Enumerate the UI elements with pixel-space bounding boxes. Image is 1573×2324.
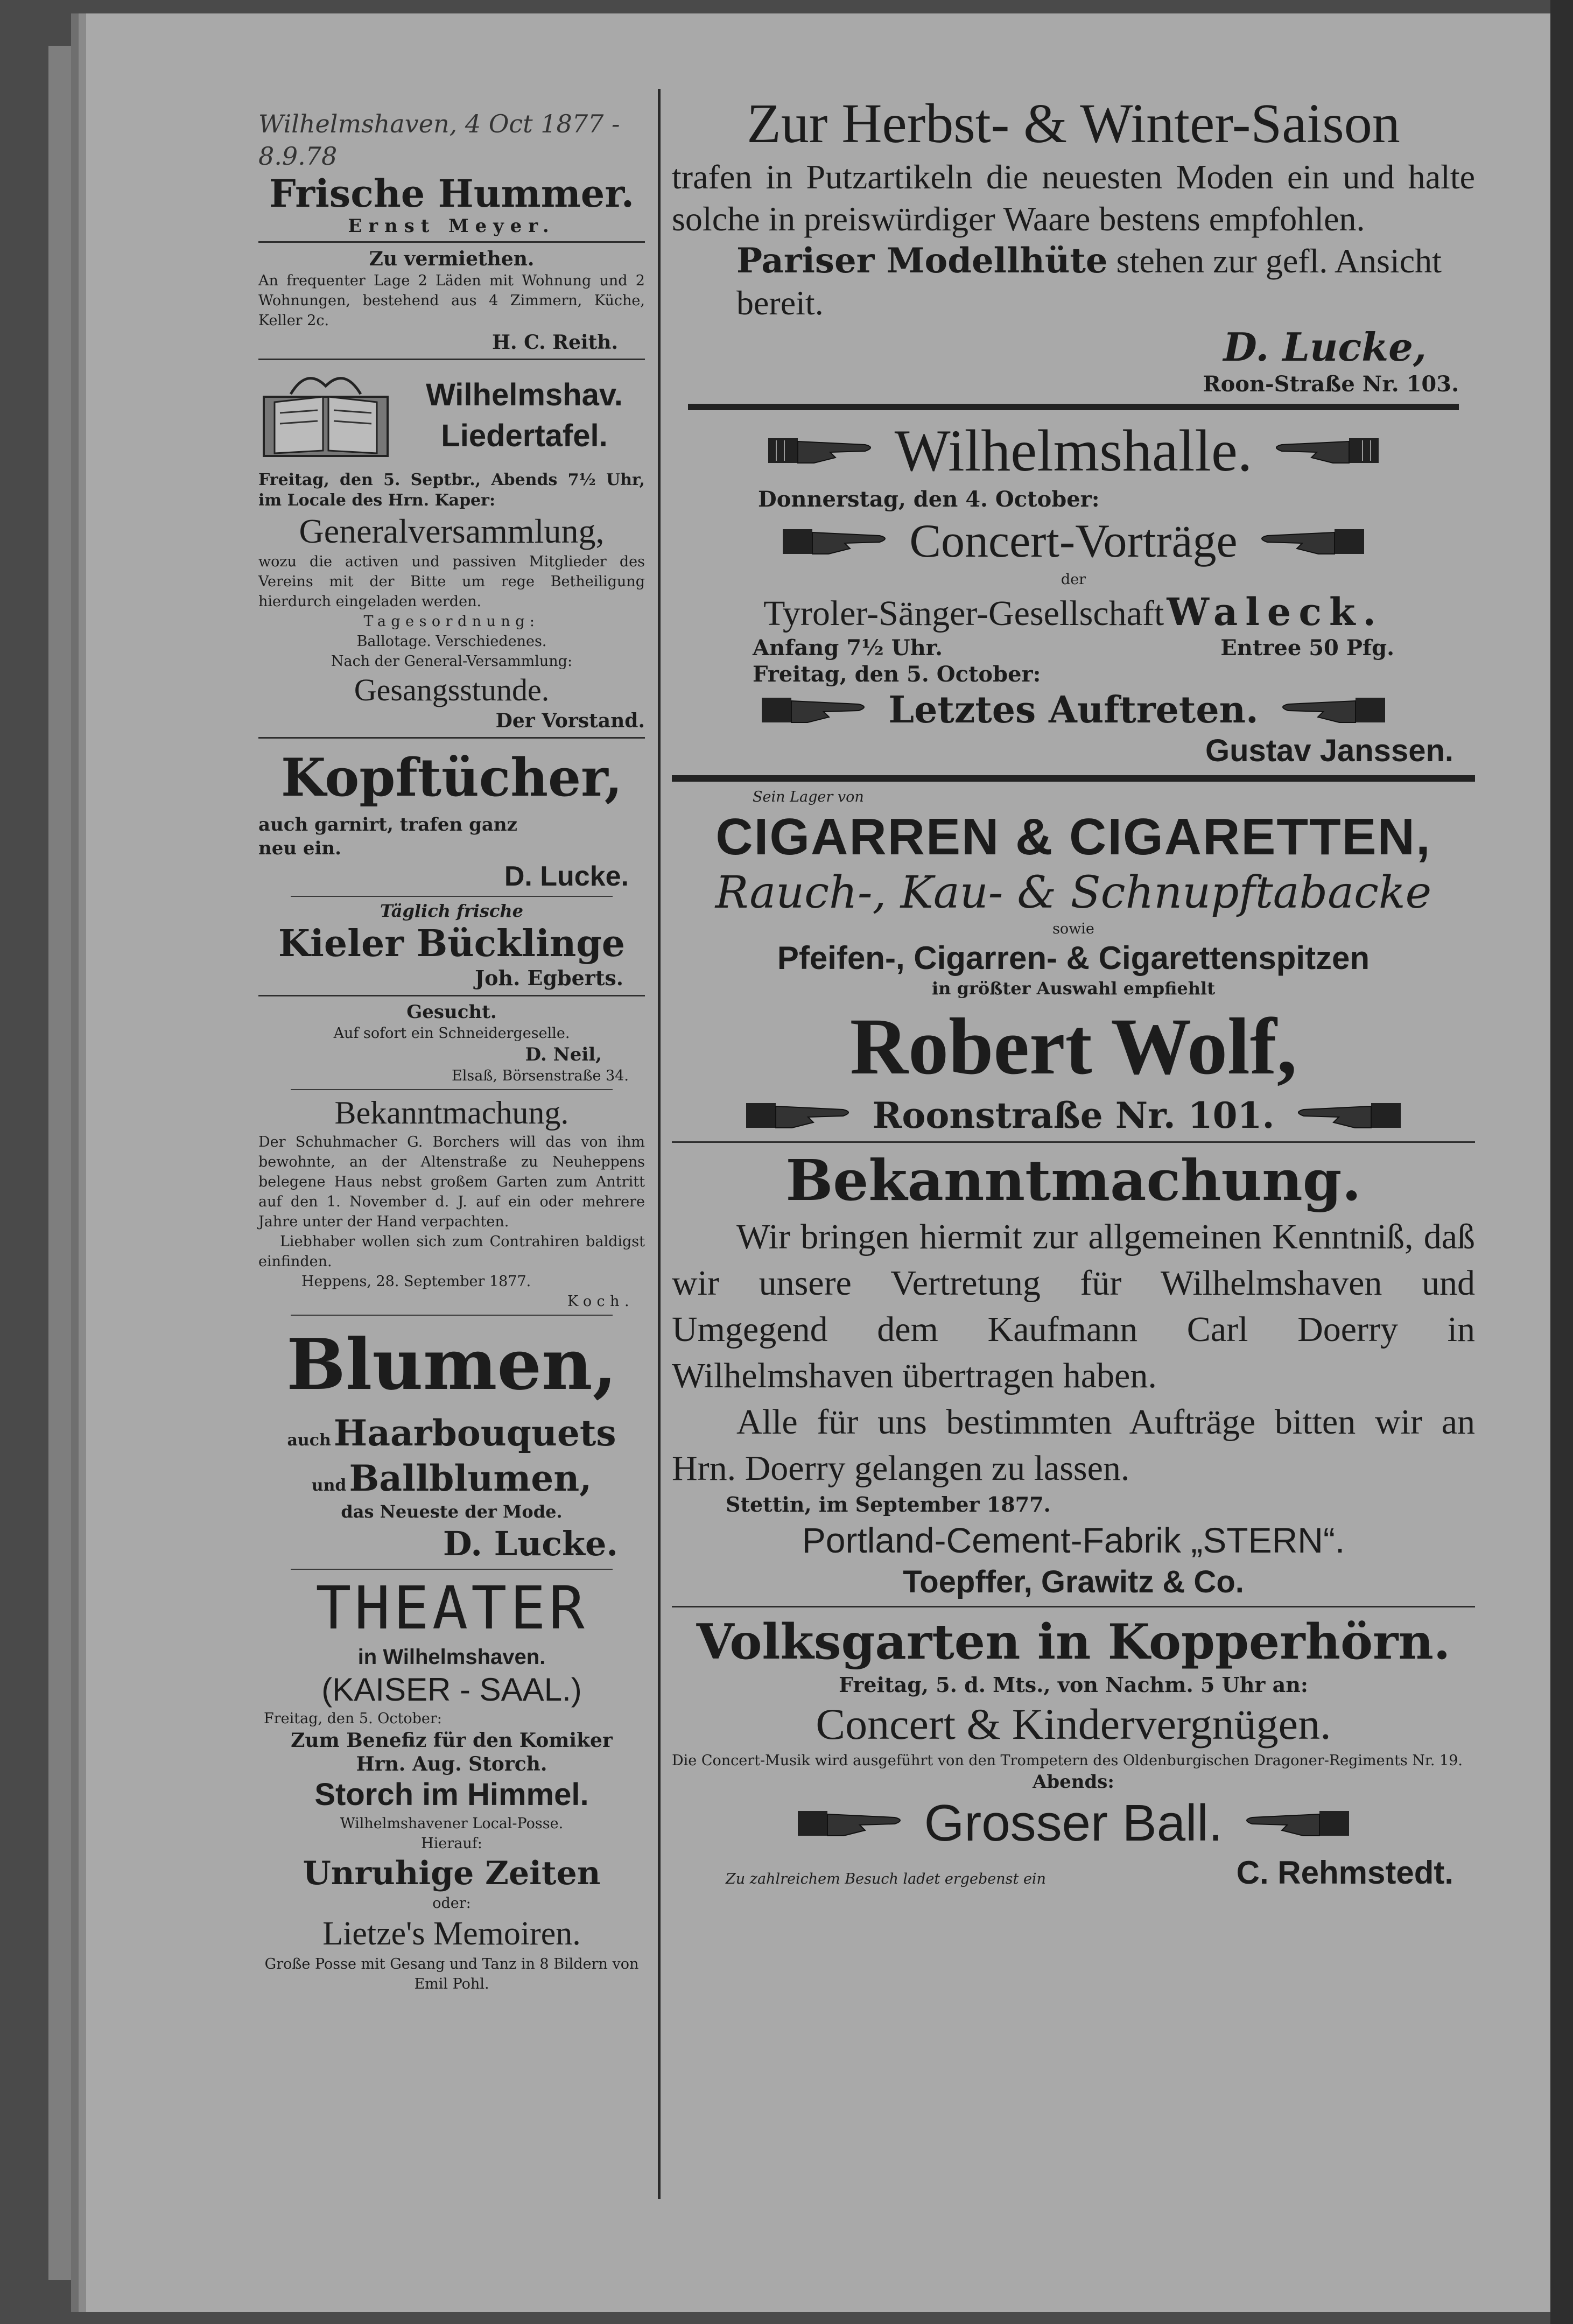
liedertafel-heading: Generalversammlung, [299,512,605,550]
divider [258,737,645,739]
divider [672,1606,1475,1607]
kopftuecher-name: D. Lucke. [504,861,629,892]
liedertafel-title-2: Liedertafel. [441,418,608,453]
handwritten-annotation: Wilhelmshaven, 4 Oct 1877 - 8.9.78 [258,109,620,171]
bekanntmachung-right-title: Bekanntmachung. [785,1147,1361,1213]
cigarren-line2: Pfeifen-, Cigarren- & Cigarettenspitzen [777,940,1370,976]
wilhelmshalle-last: Letztes Auftreten. [888,689,1259,732]
theater-play-2: Unruhige Zeiten [303,1855,601,1892]
divider [672,775,1475,782]
volksgarten-date: Freitag, 5. d. Mts., von Nachm. 5 Uhr an: [839,1673,1308,1697]
theater-play-2b: Lietze's Memoiren. [322,1915,581,1952]
wilhelmshalle-date: Donnerstag, den 4. October: [758,487,1100,512]
cigarren-address: Roonstraße Nr. 101. [872,1094,1275,1136]
pointing-hand-right-icon [766,434,879,467]
pointing-hand-right-icon [780,525,893,558]
wilhelmshalle-start: Anfang 7½ Uhr. [753,635,943,661]
theater-place: in Wilhelmshaven. [357,1645,546,1669]
saison-title: Zur Herbst- & Winter-Saison [747,93,1400,155]
cigarren-line1: Sein Lager von [753,789,864,805]
pointing-hand-right-icon [759,693,872,727]
blumen-line1-prefix: auch [287,1431,331,1450]
theater-play-1: Storch im Himmel. [314,1777,589,1812]
blumen-line1: Haarbouquets [333,1412,616,1454]
divider [291,1315,613,1316]
vermiethen-text: An frequenter Lage 2 Läden mit Wohnung und 2 Wohnungen, bestehend aus 4 Zimmern, Küche, Keller 2c. [258,272,645,329]
divider [291,1569,613,1570]
pointing-hand-left-icon [1268,434,1381,467]
vermiethen-name: H. C. Reith. [492,331,618,354]
ad-gesucht [258,1001,645,1086]
theater-title: THEATER [315,1574,588,1642]
pointing-hand-left-icon [1239,1807,1352,1840]
gesucht-name: D. Neil, [525,1044,602,1065]
liedertafel-text: wozu die activen und passiven Mitglieder des Vereins mit der Bitte um rege Betheiligung hierdurch eingeladen werden. [258,553,645,610]
vermiethen-title: Zu vermiethen. [369,248,535,270]
column-divider [658,89,661,2199]
liedertafel-signed: Der Vorstand. [495,710,645,732]
theater-play-1-sub: Wilhelmshavener Local-Posse. [340,1815,564,1832]
buecklinge-name: Joh. Egberts. [475,966,623,990]
ad-saison [672,92,1475,398]
wilhelmshalle-name: Gustav Janssen. [1205,733,1453,768]
volksgarten-event: Concert & Kindervergnügen. [816,1700,1331,1749]
cigarren-line3: in größter Auswahl empfiehlt [932,978,1215,999]
scan-border [1550,0,1573,2324]
divider [672,1141,1475,1143]
ad-volksgarten [672,1612,1475,1892]
wilhelmshalle-der: der [1061,571,1086,588]
liedertafel-agenda: Ballotage. Verschiedenes. [356,633,547,650]
ad-liedertafel [258,364,645,733]
bekanntmachung-right-firm: Portland-Cement-Fabrik „STERN“. [802,1520,1345,1560]
cigarren-title: CIGARREN & CIGARETTEN, [715,808,1431,866]
blumen-name: D. Lucke. [443,1524,618,1563]
saison-text: trafen in Putzartikeln die neuesten Moden ein und halte solche in preiswürdiger Waare bestens empfohlen. [672,158,1475,238]
volksgarten-ball: Grosser Ball. [924,1794,1223,1852]
ad-hummer [258,172,645,237]
volksgarten-invite: Zu zahlreichem Besuch ladet ergebenst ein [726,1871,1046,1887]
buecklinge-title: Kieler Bücklinge [278,922,626,965]
ad-kopftuecher [258,743,645,893]
volksgarten-name: C. Rehmstedt. [1236,1855,1453,1891]
buecklinge-line1: Täglich frische [380,901,523,921]
theater-hall: (KAISER - SAAL.) [321,1672,582,1708]
liedertafel-after: Nach der General-Versammlung: [331,653,573,670]
saison-name: D. Lucke, [1223,324,1427,370]
liedertafel-title-1: Wilhelmshav. [426,377,623,412]
wilhelmshalle-group: Tyroler-Sänger-Gesellschaft [763,594,1164,633]
divider [258,995,645,996]
kopftuecher-text: auch garnirt, trafen ganz neu ein. [258,814,517,859]
liedertafel-date: Freitag, den 5. Septbr., Abends 7½ Uhr, im Locale des Hrn. Kaper: [258,471,645,510]
gesucht-address: Elsaß, Börsenstraße 34. [452,1068,629,1084]
saison-text2b: stehen zur gefl. Ansicht bereit. [736,242,1442,322]
pointing-hand-left-icon [1275,693,1388,727]
blumen-line2: Ballblumen, [349,1457,592,1499]
ad-vermiethen [258,247,645,354]
wilhelmshalle-title: Wilhelmshalle. [894,418,1253,483]
divider [291,1089,613,1090]
bekanntmachung-left-name: Koch. [567,1293,634,1310]
hummer-name: Ernst Meyer. [348,215,556,237]
pointing-hand-left-icon [1254,525,1367,558]
volksgarten-text: Die Concert-Musik wird ausgeführt von den Trompetern des Oldenburgischen Dragoner-Regiments Nr. 19. [672,1752,1463,1769]
divider [688,404,1459,410]
bekanntmachung-right-date: Stettin, im September 1877. [726,1492,1051,1516]
ad-theater [258,1573,645,1994]
ad-bekanntmachung-left [258,1093,645,1311]
pointing-hand-left-icon [1290,1099,1403,1132]
theater-desc: Große Posse mit Gesang und Tanz in 8 Bildern von Emil Pohl. [264,1956,639,1992]
bekanntmachung-left-text: Der Schuhmacher G. Borchers will das von ihm bewohnte, an der Altenstraße zu Neuheppens belegene Haus nebst großem Garten zum Antritt auf den 1. November d. J. auf ein oder mehrere Jahre unter der Hand verpachten. [258,1134,645,1230]
cigarren-sub: Rauch-, Kau- & Schnupftabacke [715,867,1432,918]
theater-benefit-1: Zum Benefiz für den Komiker [291,1729,613,1752]
theater-or: oder: [432,1895,471,1912]
ad-buecklinge [258,900,645,991]
divider [291,896,613,897]
theater-then: Hierauf: [421,1835,482,1852]
theater-benefit-2: Hrn. Aug. Storch. [356,1753,547,1775]
bekanntmachung-left-text2: Liebhaber wollen sich zum Contrahiren baldigst einfinden. [258,1233,645,1270]
ad-blumen [258,1319,645,1565]
saison-text2a: Pariser Modellhüte [736,241,1108,281]
ad-bekanntmachung-right [672,1147,1475,1602]
ad-cigarren [672,787,1475,1137]
divider [258,241,645,243]
volksgarten-evening: Abends: [1033,1771,1114,1793]
bekanntmachung-right-owners: Toepffer, Grawitz & Co. [903,1564,1244,1599]
saison-address: Roon-Straße Nr. 103. [1203,371,1459,397]
cigarren-sowie: sowie [1052,921,1094,937]
volksgarten-title: Volksgarten in Kopperhörn. [696,1613,1451,1670]
gesucht-title: Gesucht. [406,1001,497,1023]
cigarren-name: Robert Wolf, [849,1002,1297,1091]
pointing-hand-right-icon [743,1099,856,1132]
blumen-line2-prefix: und [311,1476,347,1495]
right-column [672,92,1475,1892]
blumen-title: Blumen, [286,1323,617,1406]
blumen-line3: das Neueste der Mode. [341,1501,563,1522]
wilhelmshalle-date-2: Freitag, den 5. October: [753,662,1041,687]
kopftuecher-title: Kopftücher, [280,747,623,808]
divider [258,359,645,360]
left-column [258,108,645,1994]
songbook-lyre-icon [258,364,393,467]
bekanntmachung-left-date: Heppens, 28. September 1877. [301,1273,531,1290]
liedertafel-event: Gesangsstunde. [354,672,550,707]
pointing-hand-right-icon [795,1807,908,1840]
theater-date: Freitag, den 5. October: [264,1710,442,1727]
wilhelmshalle-group-name: Waleck. [1167,589,1384,634]
bekanntmachung-right-text2: Alle für uns bestimmten Aufträge bitten wir an Hrn. Doerry gelangen zu lassen. [672,1402,1475,1488]
gesucht-text: Auf sofort ein Schneidergeselle. [333,1025,570,1042]
bekanntmachung-left-title: Bekanntmachung. [334,1095,569,1131]
liedertafel-agenda-label: Tagesordnung: [363,613,540,630]
wilhelmshalle-event: Concert-Vorträge [909,515,1238,567]
hummer-title: Frische Hummer. [269,171,635,216]
wilhelmshalle-entree: Entree 50 Pfg. [1220,635,1394,661]
bekanntmachung-right-text: Wir bringen hiermit zur allgemeinen Kenntniß, daß wir unsere Vertretung für Wilhelmshaven und Umgegend dem Kaufmann Carl Doerry in Wilhelmshaven übertragen haben. [672,1217,1475,1395]
ad-wilhelmshalle [672,416,1475,770]
